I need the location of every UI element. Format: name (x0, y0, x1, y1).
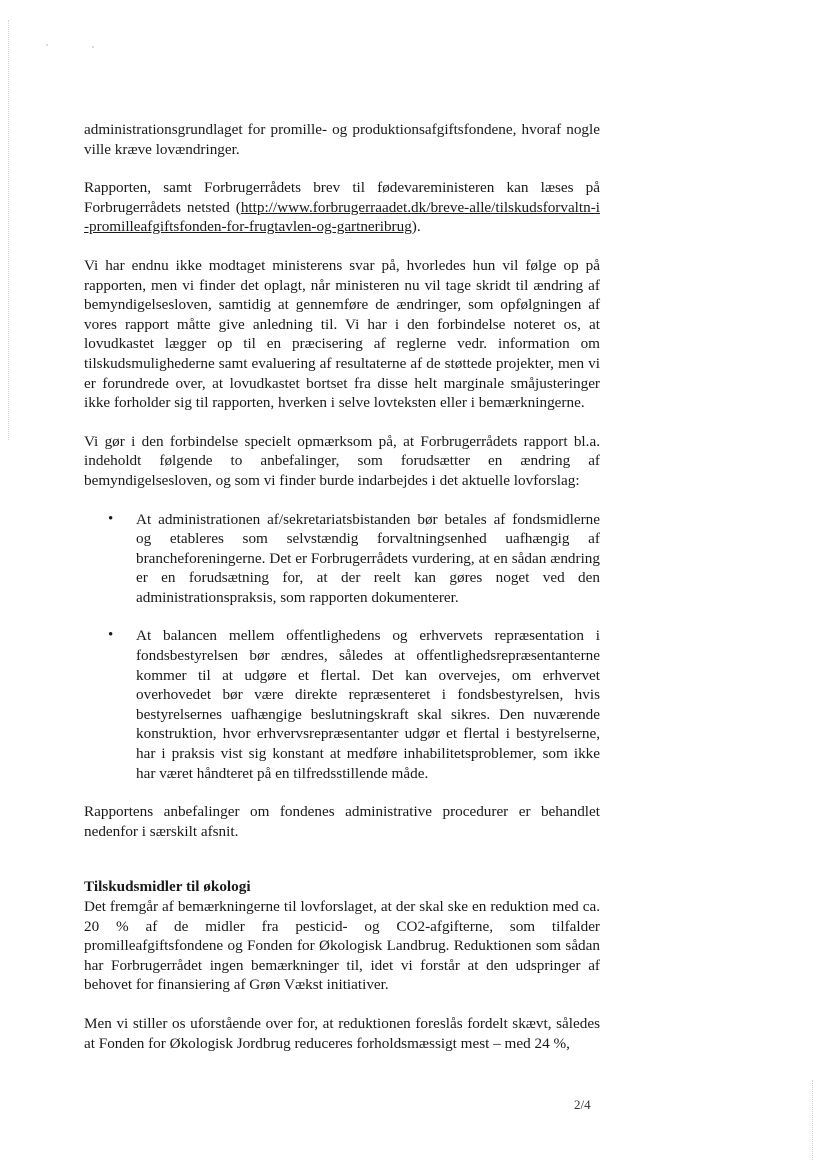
paragraph-administrative-procedures: Rapportens anbefalinger om fondenes administrative procedurer er behandlet nedenfor i særskilt afsnit. (84, 803, 600, 840)
list-item (84, 626, 600, 783)
paragraph-minister-response: Vi har endnu ikke modtaget ministerens svar på, hvorledes hun vil følge op på rapporten, men vi finder det oplagt, når ministeren nu vil tage skridt til ændring af bemyndigelsesloven, samtidig at gennemføre de ændringer, som opfølgningen af vores rapport måtte give anledning til. Vi har i den forbindelse noteret os, at lovudkastet lægger op til en præcisering af reglerne vedr. information om tilskudsmulighederne samt evaluering af resultaterne af de støttede projekter, men vi er forundrede over, at lovudkastet bortset fra disse helt marginale småjusteringer ikke forholder sig til rapporten, hverken i selve lovteksten eller i bemærkningerne. (84, 256, 600, 412)
list-item-text: At administrationen af/sekretariatsbistanden bør betales af fondsmidlerne og etableres som selvstændig forvaltningsenhed uafhængig af brancheforeningerne. Det er Forbrugerrådets vurdering, at en sådan ændring er en forudsætning for, at der reelt kan gøres noget ved den administrationspraksis, som rapporten dokumenterer. (136, 510, 600, 606)
document-body (84, 120, 600, 1053)
paragraph-reduction-distribution: Men vi stiller os uforstående over for, at reduktionen foreslås fordelt skævt, således at Fonden for Økologisk Jordbrug reduceres forholdsmæssigt mest – med 24 %, (84, 1014, 600, 1052)
recommendations-list (84, 510, 600, 784)
paragraph-intro-continued: administrationsgrundlaget for promille- og produktionsafgiftsfondene, hvoraf nogle ville kræve lovændringer. (84, 121, 600, 158)
report-url-link[interactable]: http://www.forbrugerraadet.dk/breve-alle/tilskudsforvaltn-i-promilleafgiftsfonden-for-frugtavlen-og-gartneribrug (84, 198, 600, 236)
paragraph-recommendations-intro: Vi gør i den forbindelse specielt opmærksom på, at Forbrugerrådets rapport bl.a. indeholdt følgende to anbefalinger, som forudsætter en ændring af bemyndigelsesloven, og som vi finder burde indarbejdes i det aktuelle lovforslag: (84, 432, 600, 489)
paragraph-text: ). (411, 218, 421, 236)
bullet-icon: • (108, 510, 114, 527)
bullet-icon: • (108, 627, 114, 644)
section-heading: Tilskudsmidler til økologi (84, 878, 251, 896)
list-item-text: At balancen mellem offentlighedens og erhvervets repræsentation i fondsbestyrelsen bør ændres, således at offentlighedsrepræsentanterne kommer til at udgøre et flertal. Det kan overvejes, om erhvervet overhovedet bør være direkte repræsenteret i fondsbestyrelsen, hvis bestyrelsernes uafhængige beslutningskraft skal sikres. Den nuværende konstruktion, hvor erhvervsrepræsentanter udgør et flertal i bestyrelserne, har i praksis vist sig konstant at medføre inhabilitetsproblemer, som ikke har været håndteret på en tilfredsstillende måde. (136, 627, 600, 782)
scan-edge-mark (8, 20, 10, 440)
scan-edge-mark (812, 1080, 814, 1160)
paragraph-organic-funding: Det fremgår af bemærkningerne til lovforslaget, at der skal ske en reduktion med ca. 20 % af de midler fra pesticid- og CO2-afgifterne, som tilfalder promilleafgiftsfondene og Fonden for Økologisk Landbrug. Reduktionen som sådan har Forbrugerrådet ingen bemærkninger til, idet vi forstår at den udspringer af behovet for finansiering af Grøn Vækst initiativer. (84, 898, 600, 994)
scan-speck (46, 44, 48, 46)
paragraph-text: Rapporten, samt Forbrugerrådets brev til fødevareministeren kan læses på Forbrugerrådets netsted ( (84, 179, 600, 216)
list-item (84, 510, 600, 608)
paragraph-report-link (84, 178, 600, 237)
page-number: 2/4 (574, 1097, 591, 1112)
scan-speck (92, 46, 94, 48)
